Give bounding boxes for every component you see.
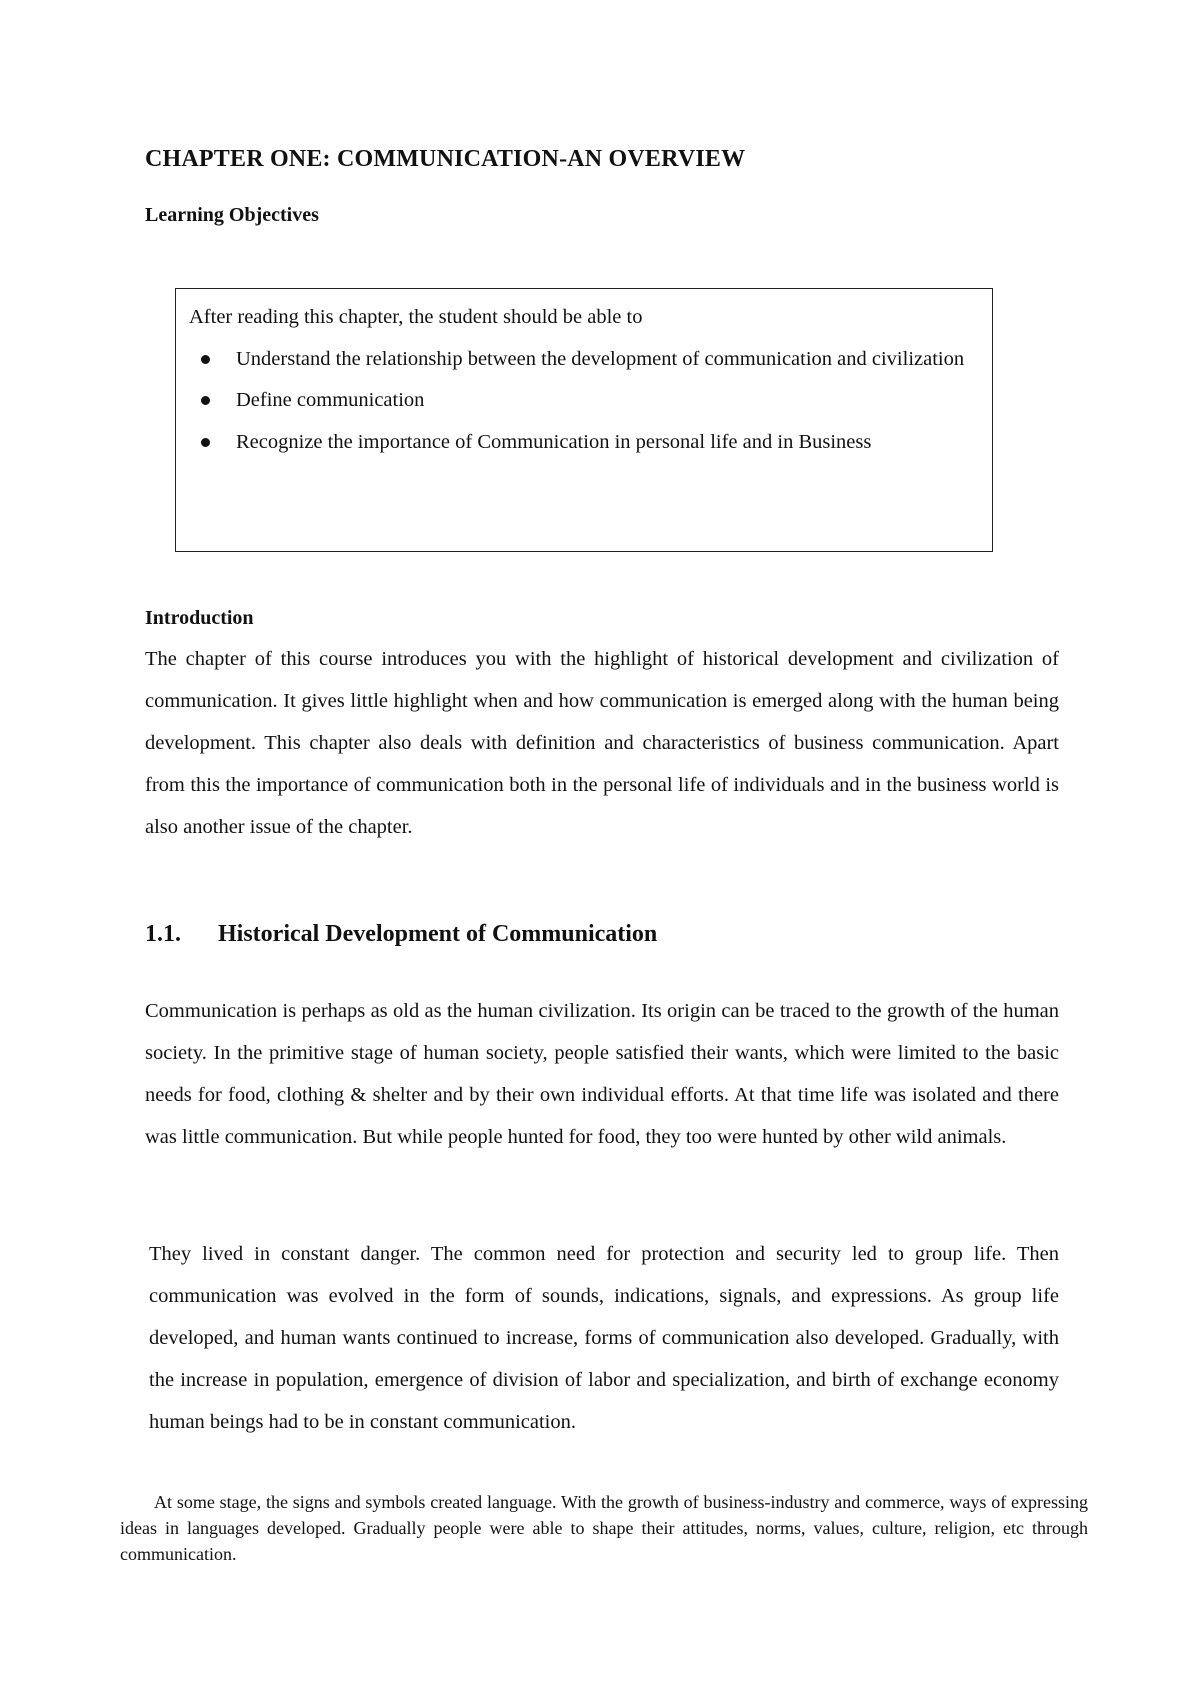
objectives-list <box>189 339 978 464</box>
objective-text: Recognize the importance of Communication in personal life and in Business <box>236 430 872 453</box>
bullet-icon <box>201 355 210 364</box>
section-title: Historical Development of Communication <box>218 921 658 947</box>
bullet-icon <box>201 396 210 405</box>
chapter-title: CHAPTER ONE: COMMUNICATION-AN OVERVIEW <box>145 146 746 172</box>
bullet-icon <box>201 438 210 447</box>
introduction-heading: Introduction <box>145 607 254 629</box>
section-heading <box>145 921 657 948</box>
history-paragraph-3: At some stage, the signs and symbols created language. With the growth of business-industry and commerce, ways of expressing ideas in languages developed. Gradually people were able to shape their attitudes, norms, values, culture, religion, etc through communication. <box>120 1492 1088 1564</box>
objective-item <box>189 422 978 464</box>
learning-objectives-heading: Learning Objectives <box>145 204 319 226</box>
objective-text: Understand the relationship between the development of communication and civilization <box>236 347 965 370</box>
history-paragraph-1: Communication is perhaps as old as the human civilization. Its origin can be traced to the growth of the human society. In the primitive stage of human society, people satisfied their wants, which were limited to the basic needs for food, clothing & shelter and by their own individual efforts. At that time life was isolated and there was little communication. But while people hunted for food, they too were hunted by other wild animals. <box>145 1000 1059 1148</box>
history-paragraph-2: They lived in constant danger. The common need for protection and security led to group life. Then communication was evolved in the form of sounds, indications, signals, and expressions. As group life developed, and human wants continued to increase, forms of communication also developed. Gradually, with the increase in population, emergence of division of labor and specialization, and birth of exchange economy human beings had to be in constant communication. <box>149 1243 1059 1433</box>
objectives-intro: After reading this chapter, the student should be able to <box>189 306 643 328</box>
objective-item <box>189 339 978 381</box>
objective-item <box>189 380 978 422</box>
learning-objectives-box <box>175 288 993 552</box>
introduction-paragraph: The chapter of this course introduces you with the highlight of historical development and civilization of communication. It gives little highlight when and how communication is emerged along with the human being development. This chapter also deals with definition and characteristics of business communication. Apart from this the importance of communication both in the personal life of individuals and in the business world is also another issue of the chapter. <box>145 648 1059 838</box>
section-number: 1.1. <box>145 921 181 947</box>
objective-text: Define communication <box>236 389 425 411</box>
